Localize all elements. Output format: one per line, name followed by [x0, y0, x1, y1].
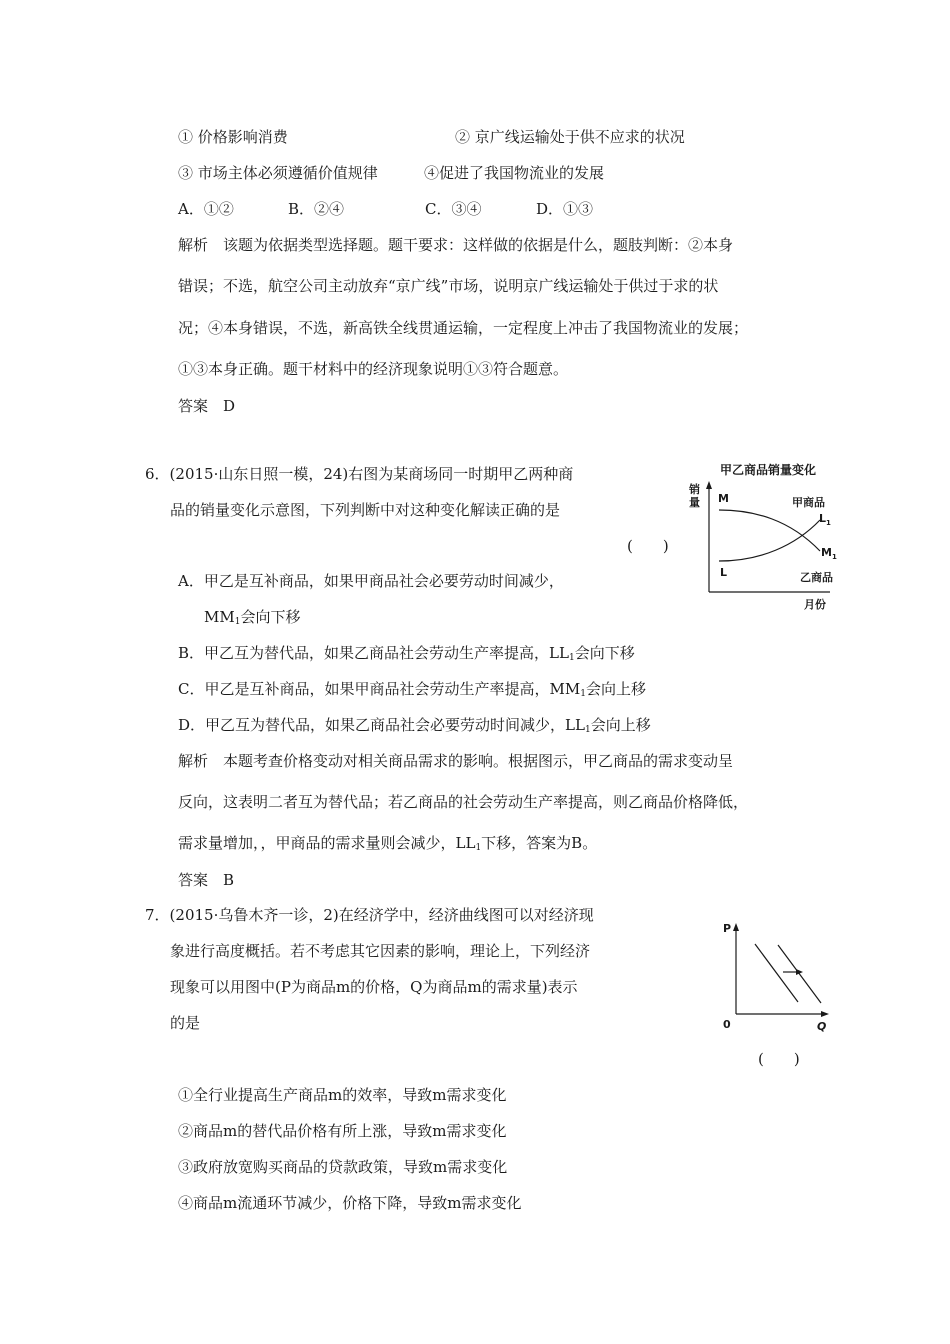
q7-label-q: Q — [817, 1020, 827, 1033]
q5-option-3: ③ 市场主体必须遵循价值规律 — [178, 164, 378, 182]
q7-label-origin: 0 — [723, 1018, 731, 1031]
q7-option-1: ①全行业提高生产商品m的效率，导致m需求变化 — [178, 1086, 507, 1104]
q6-option-a-line-2: $MM_1$会向下移 — [204, 608, 301, 627]
q7-stem-line-2: 象进行高度概括。若不考虑其它因素的影响，理论上，下列经济 — [170, 942, 591, 960]
q6-option-c: C．甲乙是互补商品，如果甲商品社会劳动生产率提高，$MM_1$会向上移 — [178, 680, 646, 699]
q6-answer: 答案 B — [178, 871, 235, 889]
q7-option-4: ④商品m流通环节减少，价格下降，导致m需求变化 — [178, 1194, 522, 1212]
q6-stem-line-2: 品的销量变化示意图，下列判断中对这种变化解读正确的是 — [170, 501, 561, 519]
q5-analysis-line-3: 况；④本身错误，不选，新高铁全线贯通运输，一定程度上冲击了我国物流业的发展； — [178, 319, 749, 337]
q6-label-product-jia: 甲商品 — [792, 496, 825, 509]
q7-y-axis-arrow — [733, 923, 739, 931]
q6-y-label-1: 销 — [689, 483, 700, 496]
q5-option-1: ① 价格影响消费 — [178, 128, 288, 146]
q6-label-l1: $L_1$ — [819, 512, 831, 527]
q6-label-m1: $M_1$ — [821, 546, 837, 561]
q7-demand-curve-original — [755, 944, 798, 1002]
q6-answer-bracket: ( ) — [627, 537, 669, 555]
q6-label-m: M — [718, 492, 729, 505]
q5-analysis-line-2: 错误；不选，航空公司主动放弃“京广线”市场，说明京广线运输处于供过于求的状 — [178, 277, 719, 295]
q5-choice-d: D．①③ — [536, 200, 594, 218]
q6-option-d: D．甲乙互为替代品，如果乙商品社会必要劳动时间减少，$LL_1$会向上移 — [178, 716, 651, 735]
q5-analysis-line-4: ①③本身正确。题干材料中的经济现象说明①③符合题意。 — [178, 360, 569, 378]
q6-stem-line-1: 6．(2015·山东日照一模，24)右图为某商场同一时期甲乙两种商 — [145, 465, 574, 483]
q6-label-product-yi: 乙商品 — [800, 571, 833, 584]
q6-curve-mm1 — [719, 510, 820, 551]
q6-analysis-line-2: 反向，这表明二者互为替代品；若乙商品的社会劳动生产率提高，则乙商品价格降低， — [178, 793, 749, 811]
q5-choice-c: C．③④ — [425, 200, 482, 218]
q5-option-4: ④促进了我国物流业的发展 — [424, 164, 605, 182]
q6-curve-ll1 — [719, 520, 820, 561]
q7-stem-line-3: 现象可以用图中(P为商品m的价格，Q为商品m的需求量)表示 — [170, 978, 578, 996]
q6-analysis-line-3: 需求量增加，，甲商品的需求量则会减少，$LL_1$下移，答案为B。 — [178, 834, 598, 853]
q6-diagram-title: 甲乙商品销量变化 — [720, 463, 817, 477]
q7-label-p: P — [723, 922, 732, 935]
q6-x-label: 月份 — [804, 598, 826, 611]
q5-choice-a: A．①② — [178, 200, 234, 218]
q7-x-axis-arrow — [821, 1011, 829, 1017]
q6-option-b: B．甲乙互为替代品，如果乙商品社会劳动生产率提高，$LL_1$会向下移 — [178, 644, 635, 663]
q7-option-2: ②商品m的替代品价格有所上涨，导致m需求变化 — [178, 1122, 507, 1140]
q7-demand-diagram — [718, 916, 838, 1036]
q7-demand-curve-shifted — [778, 945, 821, 1003]
q6-label-l: L — [720, 566, 728, 579]
q6-analysis-line-1: 解析 本题考查价格变动对相关商品需求的影响。根据图示，甲乙商品的需求变动呈 — [178, 752, 734, 770]
q7-stem-line-1: 7．(2015·乌鲁木齐一诊，2)在经济学中，经济曲线图可以对经济现 — [145, 906, 594, 924]
q6-option-a-line-1: A．甲乙是互补商品，如果甲商品社会必要劳动时间减少， — [178, 572, 564, 590]
q6-sales-diagram — [680, 458, 850, 616]
q7-option-3: ③政府放宽购买商品的贷款政策，导致m需求变化 — [178, 1158, 508, 1176]
q5-choice-b: B．②④ — [288, 200, 345, 218]
q5-option-2: ② 京广线运输处于供不应求的状况 — [455, 128, 685, 146]
q6-y-label-2: 量 — [689, 496, 700, 509]
q5-answer: 答案 D — [178, 397, 236, 415]
q6-y-axis-arrow — [706, 481, 712, 489]
q7-answer-bracket: ( ) — [758, 1050, 800, 1068]
q5-analysis-line-1: 解析 该题为依据类型选择题。题干要求：这样做的依据是什么，题肢判断：②本身 — [178, 236, 734, 254]
q7-stem-line-4: 的是 — [170, 1014, 201, 1032]
